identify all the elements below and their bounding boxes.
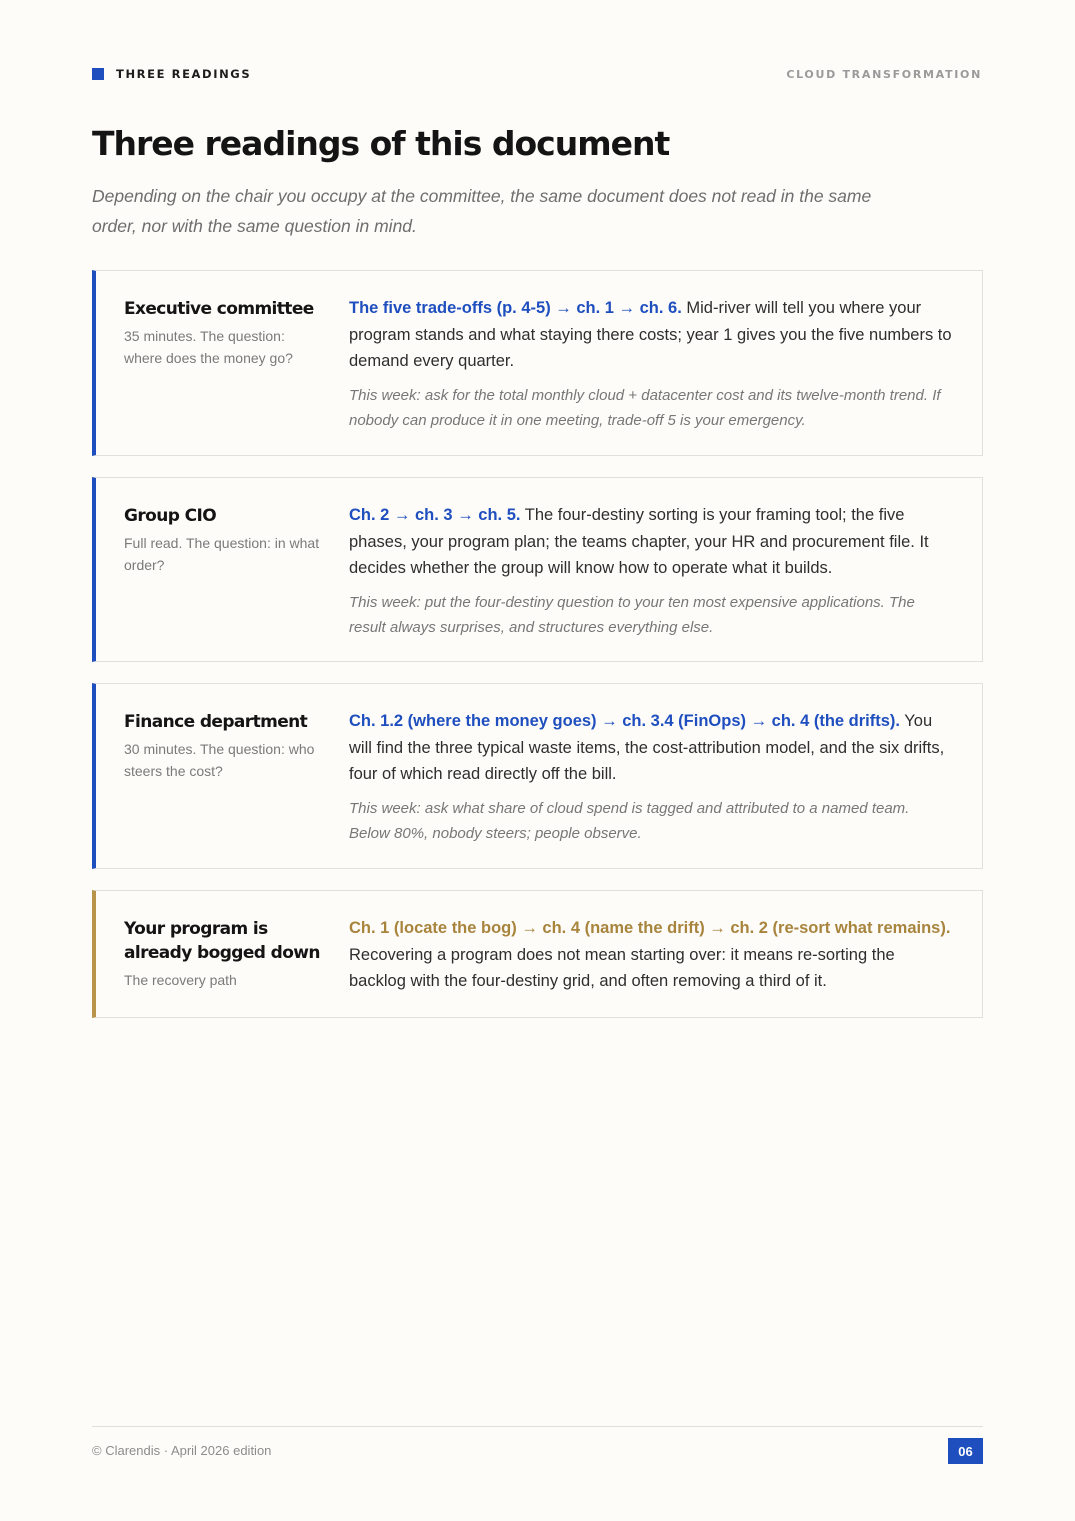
reader-note: Full read. The question: in what order? [124,535,320,573]
page-subtitle: Depending on the chair you occupy at the committee, the same document does not read in the same order, nor with the same question in mind. [92,186,872,236]
reading-body [349,502,954,582]
reader-name: Executive committee [124,299,314,319]
reader-note: 35 minutes. The question: where does the money go? [124,328,293,366]
page-title: Three readings of this document [92,124,670,163]
footer-divider [92,1426,983,1427]
reading-card-executive-committee [92,270,983,456]
section-marker-square [92,68,104,80]
reading-card-finance-department [92,683,983,869]
page-header [92,66,982,82]
running-header: CLOUD TRANSFORMATION [786,67,982,81]
reading-text: Mid-river will tell you where your program stands and what staying there costs; year 1 gives you the five numbers to demand every quarter. [349,299,952,370]
this-week-action: This week: put the four-destiny question to your ten most expensive applications. The result always surprises, and structures everything else. [349,593,915,636]
page-number: 06 [948,1438,983,1464]
reading-text: Recovering a program does not mean starting over: it means re-sorting the backlog with the four-destiny grid, and often removing a third of it. [349,945,895,990]
reader-note: 30 minutes. The question: who steers the cost? [124,741,315,779]
reading-card-program-bogged-down [92,890,983,1018]
section-eyebrow [92,67,251,81]
this-week-action: This week: ask for the total monthly cloud + datacenter cost and its twelve-month trend. If nobody can produce it in one meeting, trade-off 5 is your emergency. [349,386,941,429]
reading-body [349,915,954,995]
reader-name: Finance department [124,712,308,732]
reading-card-group-cio [92,477,983,662]
eyebrow-label: THREE READINGS [116,67,252,81]
reader-note: The recovery path [124,972,237,988]
reading-path: Ch. 1.2 (where the money goes) → ch. 3.4 (FinOps) → ch. 4 (the drifts). [349,712,901,730]
reading-text: You will find the three typical waste items, the cost-attribution model, and the six drifts, four of which read directly off the bill. [349,712,945,783]
reading-text: The four-destiny sorting is your framing tool; the five phases, your program plan; the teams chapter, your HR and procurement file. It decides whether the group will know how to operate what it builds. [349,506,929,577]
footer-copyright: © Clarendis · April 2026 edition [92,1443,272,1458]
reading-body [349,708,954,788]
reader-name: Group CIO [124,506,217,526]
this-week-action: This week: ask what share of cloud spend is tagged and attributed to a named team. Below 80%, nobody steers; people observe. [349,799,910,842]
reading-path: Ch. 1 (locate the bog) → ch. 4 (name the drift) → ch. 2 (re-sort what remains). [349,919,951,937]
reading-path: Ch. 2 → ch. 3 → ch. 5. [349,506,521,524]
reading-path: The five trade-offs (p. 4-5) → ch. 1 → ch. 6. [349,299,682,317]
reading-body [349,295,954,375]
reader-name: Your program is already bogged down [124,919,320,963]
